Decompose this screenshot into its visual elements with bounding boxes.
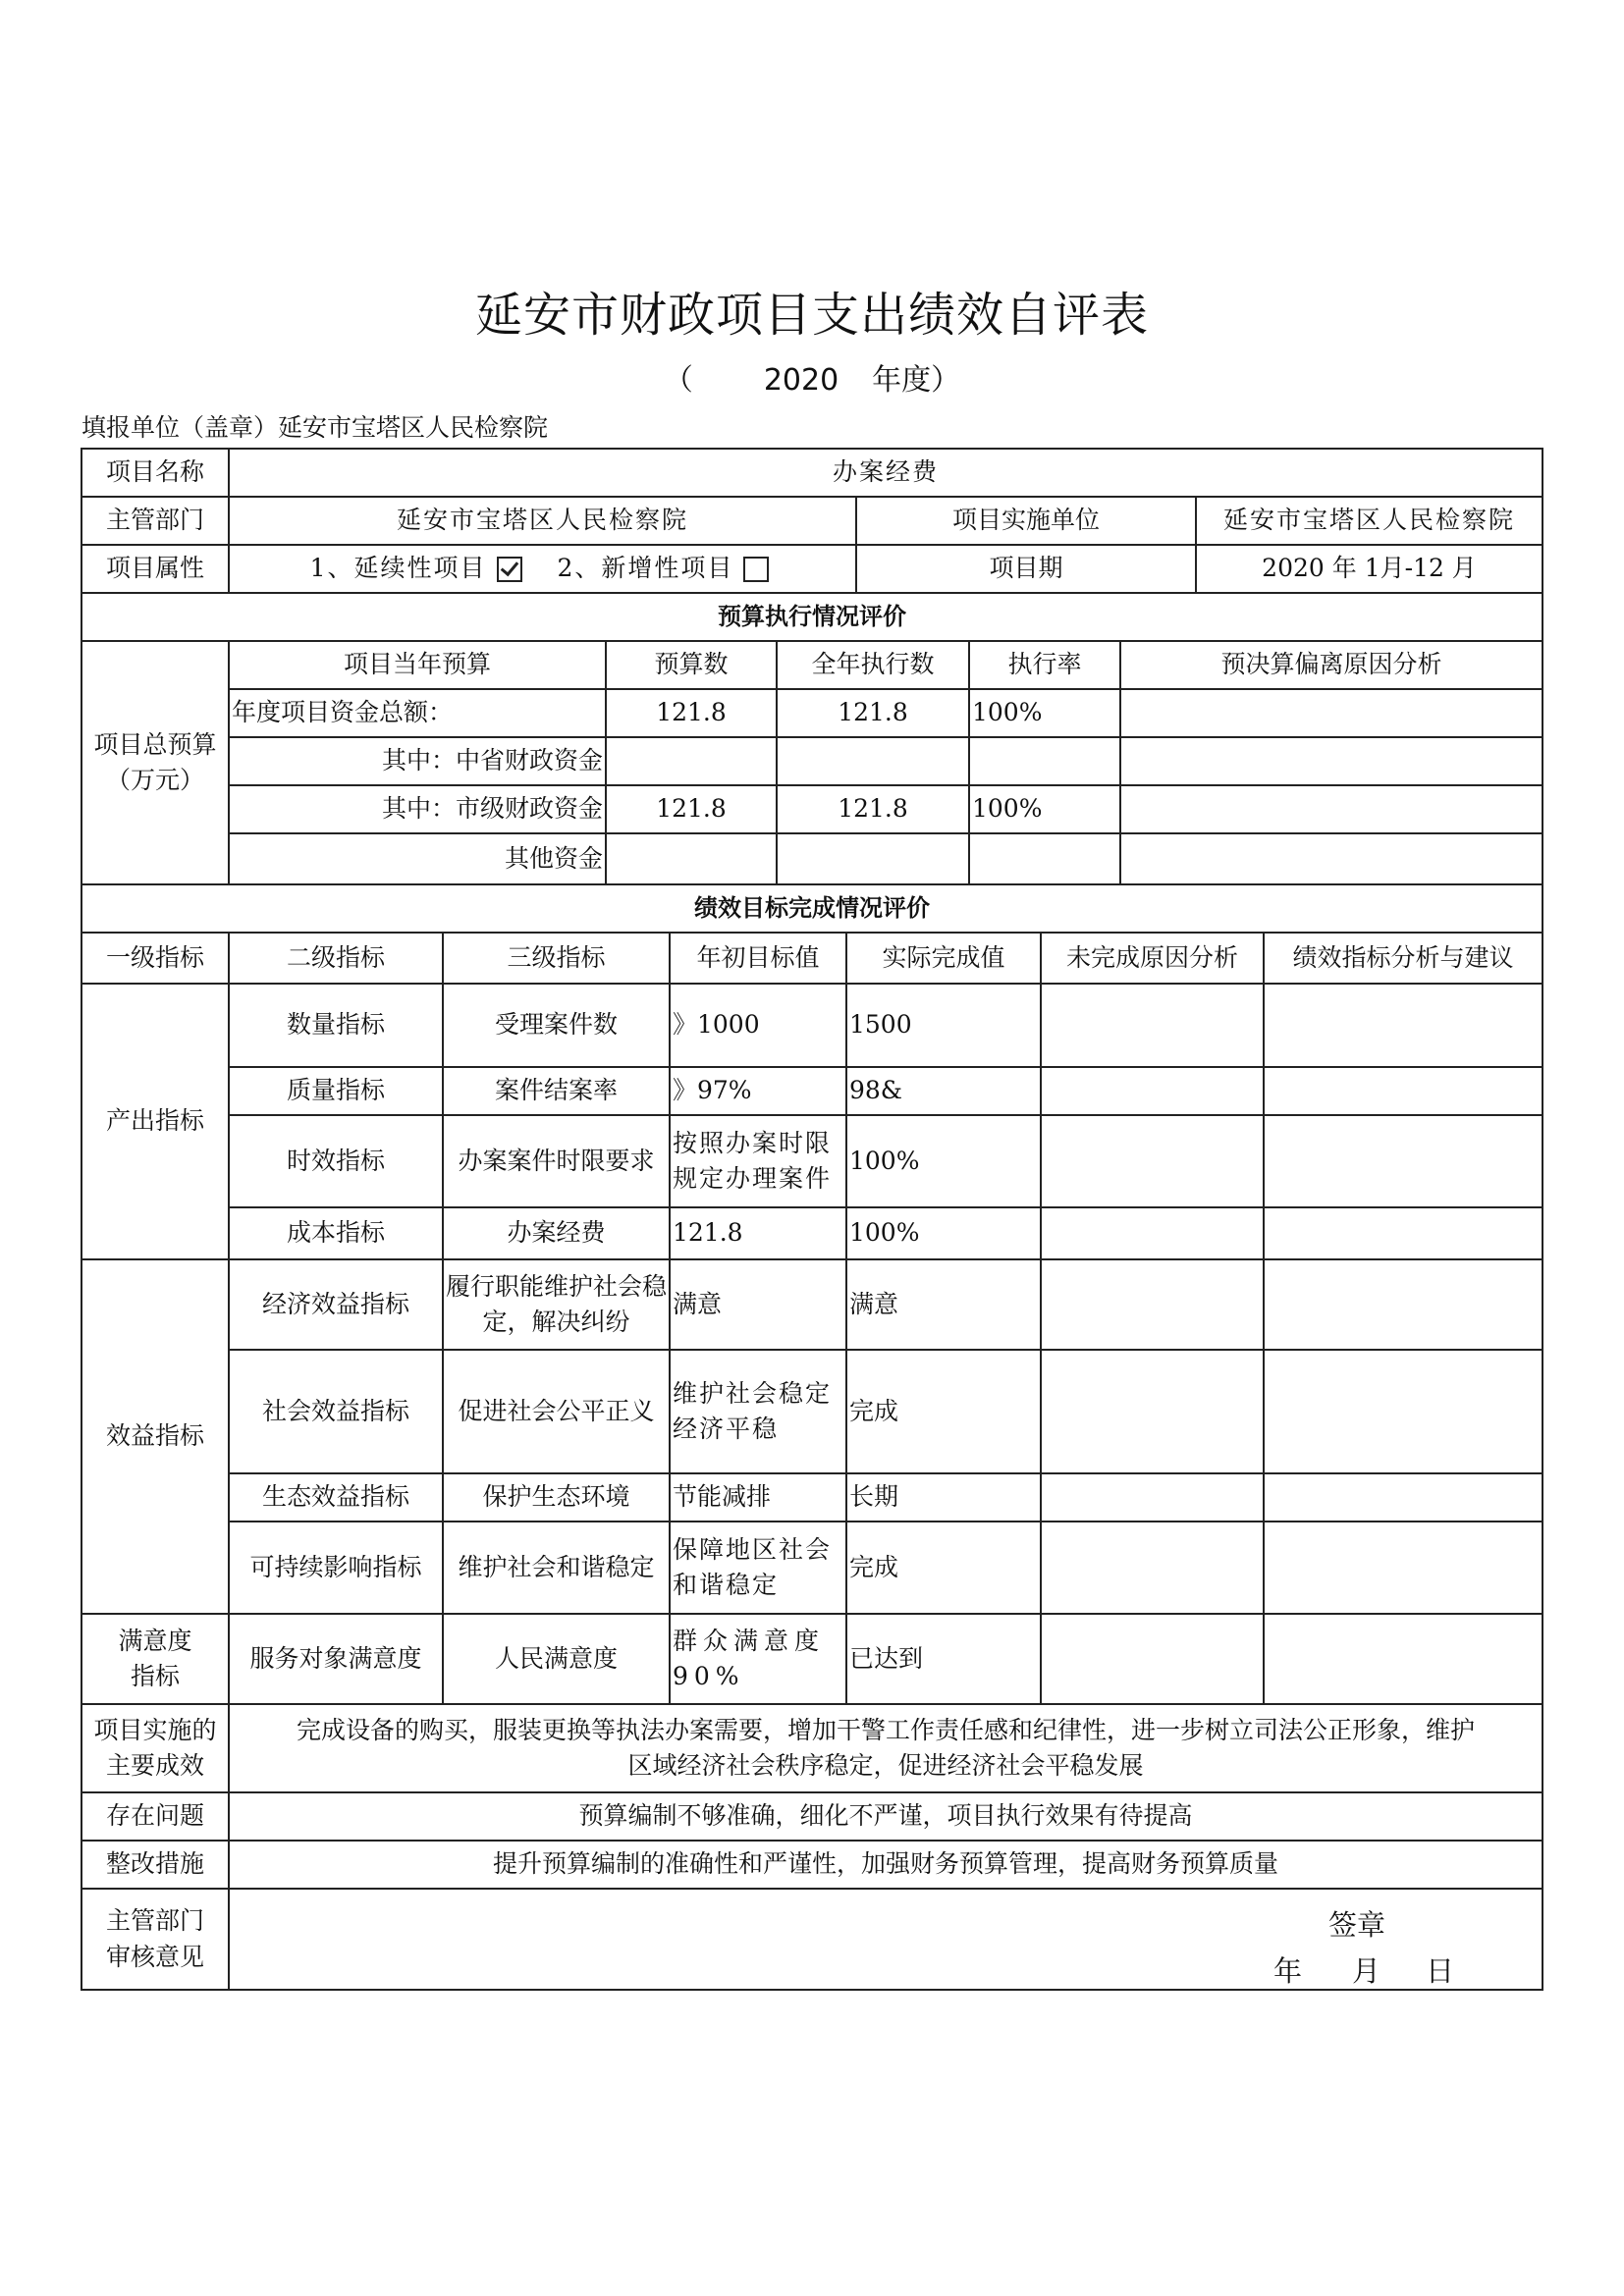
perf-row-advice: [1263, 1521, 1543, 1615]
perf-row-l2: 数量指标: [228, 983, 444, 1068]
perf-header-l1: 一级指标: [81, 932, 230, 985]
budget-header-executed: 全年执行数: [776, 640, 970, 690]
period-value: 2020 年 1月-12 月: [1195, 544, 1543, 594]
perf-row-reason: [1040, 1349, 1265, 1474]
impl-unit-label: 项目实施单位: [855, 496, 1197, 546]
perf-row-reason: [1040, 1613, 1265, 1705]
perf-row-actual: 98&: [845, 1066, 1042, 1116]
budget-row-label: 其他资金: [228, 832, 607, 885]
perf-header-reason: 未完成原因分析: [1040, 932, 1265, 985]
budget-row-rate: 100%: [968, 688, 1121, 738]
budget-row-label: 其中：市级财政资金: [228, 784, 607, 834]
perf-row-l3: 人民满意度: [442, 1613, 671, 1705]
signature-label: 签章: [1328, 1908, 1386, 1942]
budget-row-rate: [968, 832, 1121, 885]
budget-header-budget: 预算数: [605, 640, 778, 690]
perf-section-title: 绩效目标完成情况评价: [81, 883, 1543, 934]
project-name-value: 办案经费: [228, 448, 1543, 498]
perf-row-actual: 100%: [845, 1206, 1042, 1260]
perf-row-advice: [1263, 983, 1543, 1068]
perf-row-actual: 长期: [845, 1472, 1042, 1522]
group-output: 产出指标: [81, 983, 230, 1260]
results-label: [81, 1703, 230, 1793]
review-label-line2: 审核意见: [105, 1942, 204, 1971]
subtitle-year-suffix: 年度）: [872, 363, 961, 398]
perf-row-l2: 质量指标: [228, 1066, 444, 1116]
filling-unit: 填报单位（盖章）延安市宝塔区人民检察院: [81, 413, 549, 442]
perf-row-advice: [1263, 1349, 1543, 1474]
perf-row-reason: [1040, 1066, 1265, 1116]
budget-row-reason: [1119, 736, 1543, 786]
perf-row-l3: 保护生态环境: [442, 1472, 671, 1522]
results-label-line1: 项目实施的: [93, 1715, 217, 1744]
perf-header-l3: 三级指标: [442, 932, 671, 985]
perf-row-target: 按照办案时限规定办理案件: [669, 1114, 847, 1208]
perf-row-target: 》97%: [669, 1066, 847, 1116]
perf-row-l3: 办案经费: [442, 1206, 671, 1260]
perf-row-actual: 100%: [845, 1114, 1042, 1208]
impl-unit-value: 延安市宝塔区人民检察院: [1195, 496, 1543, 546]
perf-row-actual: 满意: [845, 1258, 1042, 1351]
perf-row-reason: [1040, 983, 1265, 1068]
perf-row-advice: [1263, 1472, 1543, 1522]
period-label: 项目期: [855, 544, 1197, 594]
budget-row-label: 其中：中省财政资金: [228, 736, 607, 786]
perf-row-l2: 生态效益指标: [228, 1472, 444, 1522]
results-text: [228, 1703, 1543, 1793]
perf-row-l2: 社会效益指标: [228, 1349, 444, 1474]
results-text-line2: 区域经济社会秩序稳定，促进经济社会平稳发展: [627, 1751, 1144, 1780]
attr-option-continuing: 1、延续性项目: [309, 554, 487, 583]
budget-row-executed: 121.8: [776, 784, 970, 834]
budget-row-rate: [968, 736, 1121, 786]
subtitle-year: 2020: [763, 363, 839, 398]
group-benefit: 效益指标: [81, 1258, 230, 1615]
perf-row-actual: 已达到: [845, 1613, 1042, 1705]
perf-row-target: 维护社会稳定经济平稳: [669, 1349, 847, 1474]
perf-row-reason: [1040, 1258, 1265, 1351]
checked-box-icon: [497, 557, 522, 582]
perf-row-l2: 经济效益指标: [228, 1258, 444, 1351]
perf-row-l3: 促进社会公平正义: [442, 1349, 671, 1474]
perf-row-l2: 成本指标: [228, 1206, 444, 1260]
project-name-label: 项目名称: [81, 448, 230, 498]
budget-row-reason: [1119, 784, 1543, 834]
perf-row-l3: 案件结案率: [442, 1066, 671, 1116]
budget-row-label: 年度项目资金总额：: [228, 688, 607, 738]
perf-row-target: 节能减排: [669, 1472, 847, 1522]
perf-row-target: 满意: [669, 1258, 847, 1351]
budget-row-reason: [1119, 832, 1543, 885]
perf-row-actual: 1500: [845, 983, 1042, 1068]
total-budget-label-line2: （万元）: [105, 766, 204, 794]
budget-row-budget: [605, 832, 778, 885]
perf-row-l2: 时效指标: [228, 1114, 444, 1208]
budget-row-budget: 121.8: [605, 688, 778, 738]
date-month-label: 月: [1352, 1954, 1381, 1988]
perf-row-advice: [1263, 1258, 1543, 1351]
perf-row-target: 保障地区社会和谐稳定: [669, 1521, 847, 1615]
perf-row-reason: [1040, 1521, 1265, 1615]
perf-row-l3: 维护社会和谐稳定: [442, 1521, 671, 1615]
budget-row-budget: 121.8: [605, 784, 778, 834]
page-subtitle: [0, 355, 1624, 399]
perf-row-actual: 完成: [845, 1349, 1042, 1474]
perf-row-reason: [1040, 1206, 1265, 1260]
perf-row-target: 121.8: [669, 1206, 847, 1260]
dept-value: 延安市宝塔区人民检察院: [228, 496, 857, 546]
measures-label: 整改措施: [81, 1840, 230, 1890]
budget-row-executed: [776, 832, 970, 885]
perf-row-reason: [1040, 1472, 1265, 1522]
attr-options: [228, 544, 857, 594]
evaluation-table: [81, 448, 1543, 1991]
perf-header-actual: 实际完成值: [845, 932, 1042, 985]
perf-row-l3: 受理案件数: [442, 983, 671, 1068]
perf-row-target: 》1000: [669, 983, 847, 1068]
issues-label: 存在问题: [81, 1791, 230, 1842]
perf-row-l2: 可持续影响指标: [228, 1521, 444, 1615]
perf-header-target: 年初目标值: [669, 932, 847, 985]
perf-row-advice: [1263, 1206, 1543, 1260]
results-text-line1: 完成设备的购买，服装更换等执法办案需要，增加干警工作责任感和纪律性，进一步树立司法公正形象，维护: [296, 1715, 1475, 1744]
budget-row-executed: 121.8: [776, 688, 970, 738]
date-day-label: 日: [1426, 1954, 1455, 1988]
unchecked-box-icon: [743, 557, 769, 582]
perf-header-l2: 二级指标: [228, 932, 444, 985]
budget-header-rate: 执行率: [968, 640, 1121, 690]
perf-header-advice: 绩效指标分析与建议: [1263, 932, 1543, 985]
budget-row-rate: 100%: [968, 784, 1121, 834]
attr-label: 项目属性: [81, 544, 230, 594]
perf-row-target: 群众满意度90%: [669, 1613, 847, 1705]
attr-option-new: 2、新增性项目: [557, 554, 734, 583]
perf-row-advice: [1263, 1613, 1543, 1705]
dept-label: 主管部门: [81, 496, 230, 546]
group-satisfaction: [81, 1613, 230, 1705]
budget-header-item: 项目当年预算: [228, 640, 607, 690]
perf-row-l3: 办案案件时限要求: [442, 1114, 671, 1208]
results-label-line2: 主要成效: [105, 1751, 204, 1780]
total-budget-label-line1: 项目总预算: [93, 729, 217, 759]
budget-header-reason: 预决算偏离原因分析: [1119, 640, 1543, 690]
perf-row-advice: [1263, 1066, 1543, 1116]
date-year-label: 年: [1273, 1954, 1303, 1988]
subtitle-paren: （: [663, 363, 693, 398]
perf-row-actual: 完成: [845, 1521, 1042, 1615]
review-label: [81, 1888, 230, 1991]
perf-row-l3: 履行职能维护社会稳定，解决纠纷: [442, 1258, 671, 1351]
perf-row-reason: [1040, 1114, 1265, 1208]
perf-row-l2: 服务对象满意度: [228, 1613, 444, 1705]
perf-row-advice: [1263, 1114, 1543, 1208]
budget-row-executed: [776, 736, 970, 786]
issues-text: 预算编制不够准确，细化不严谨，项目执行效果有待提高: [228, 1791, 1543, 1842]
budget-row-budget: [605, 736, 778, 786]
measures-text: 提升预算编制的准确性和严谨性，加强财务预算管理，提高财务预算质量: [228, 1840, 1543, 1890]
group-satisfaction-line1: 满意度: [118, 1626, 192, 1655]
total-budget-label: [81, 640, 230, 885]
budget-section-title: 预算执行情况评价: [81, 592, 1543, 642]
page-title: 延安市财政项目支出绩效自评表: [474, 288, 1149, 343]
review-label-line1: 主管部门: [105, 1906, 204, 1936]
budget-row-reason: [1119, 688, 1543, 738]
group-satisfaction-line2: 指标: [130, 1662, 180, 1690]
